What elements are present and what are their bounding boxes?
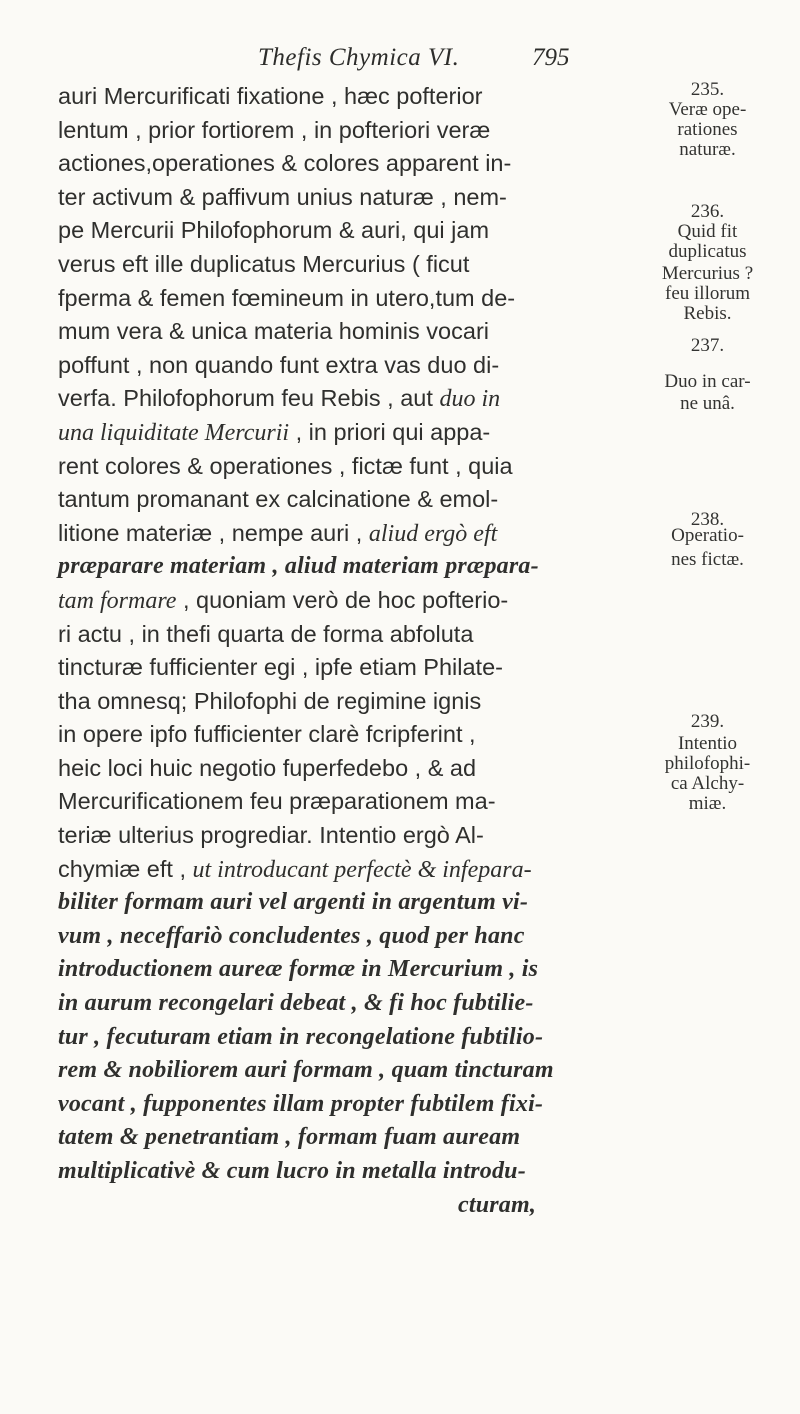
margin-note-text: miæ. — [688, 793, 727, 814]
italic-segment: aliud ergò eft — [368, 520, 498, 547]
text-line — [58, 382, 618, 416]
italic-segment: duo in — [439, 386, 501, 413]
text-line: tincturæ fufficienter egi , ipfe etiam Philate- — [58, 654, 503, 681]
margin-note-number: 236. — [690, 201, 725, 222]
margin-note-text: Operatio- — [671, 525, 744, 546]
text-segment: , quoniam verò de hoc pofterio- — [176, 586, 509, 613]
text-line: tantum promanant ex calcinatione & emol- — [58, 486, 499, 513]
page-number: 795 — [532, 44, 570, 71]
text-line: introductionem aureæ formæ in Mercurium , is — [58, 956, 539, 983]
margin-note-text: philofophi- — [664, 753, 751, 774]
margin-note-text: duplicatus — [668, 241, 747, 262]
text-segment: litione materiæ , nempe auri , — [58, 519, 369, 546]
margin-note-text: naturæ. — [679, 139, 736, 160]
margin-note-text: rationes — [677, 119, 738, 140]
text-line: Mercurificationem feu præparationem ma- — [58, 788, 496, 815]
text-line: teriæ ulterius progrediar. Intentio ergò Al- — [58, 822, 484, 849]
text-line: in aurum recongelari debeat , & fi hoc fubtilie- — [58, 990, 534, 1017]
text-line: biliter formam auri vel argenti in argentum vi- — [58, 889, 529, 916]
text-line: fperma & femen fœmineum in utero,tum de- — [58, 284, 516, 311]
margin-note-text: feu illorum — [665, 283, 750, 304]
text-line — [58, 584, 618, 618]
italic-segment: ut introducant perfectè & infepara- — [192, 856, 532, 883]
text-segment: verfa. Philofophorum feu Rebis , aut — [58, 385, 440, 412]
text-line: ri actu , in thefi quarta de forma abfoluta — [58, 620, 474, 647]
text-line: tur , fecuturam etiam in recongelatione fubtilio- — [58, 1023, 544, 1050]
text-segment: , in priori qui appa- — [289, 418, 491, 445]
margin-note-text: ne unâ. — [680, 393, 735, 414]
text-line: cturam, — [458, 1191, 537, 1218]
margin-note-number: 239. — [690, 711, 725, 732]
margin-note-number: 238. — [690, 509, 725, 530]
text-line — [58, 517, 618, 551]
text-line: ter activum & paffivum unius naturæ , nem- — [58, 183, 507, 210]
running-head — [0, 44, 800, 78]
text-line: auri Mercurificati fixatione , hæc pofterior — [58, 83, 483, 109]
text-line — [58, 416, 618, 450]
margin-note-text: Quid fit — [677, 221, 738, 242]
main-text-column — [58, 80, 618, 1222]
running-title: Thefis Chymica VI. — [258, 44, 460, 71]
italic-segment: una liquiditate Mercurii — [58, 419, 290, 446]
text-line: poffunt , non quando funt extra vas duo di- — [58, 351, 500, 378]
margin-note-text: Intentio — [677, 733, 738, 754]
text-line: rent colores & operationes , fictæ funt , quia — [58, 452, 513, 479]
margin-note-text: nes fictæ. — [671, 549, 744, 570]
text-segment: chymiæ eft , — [58, 855, 193, 882]
text-line: heic loci huic negotio fuperfedebo , & ad — [58, 754, 477, 781]
text-line: lentum , prior fortiorem , in pofteriori veræ — [58, 116, 491, 143]
text-line: multiplicativè & cum lucro in metalla introdu- — [58, 1158, 526, 1184]
text-line: vocant , fupponentes illam propter fubtilem fixi- — [58, 1090, 544, 1117]
text-line — [58, 853, 618, 887]
text-line: mum vera & unica materia hominis vocari — [58, 318, 489, 345]
margin-note-text: Rebis. — [683, 303, 732, 324]
text-line: rem & nobiliorem auri formam , quam tincturam — [58, 1057, 554, 1084]
text-line: præparare materiam , aliud materiam præpara- — [58, 553, 539, 580]
margin-note-text: Mercurius ? — [661, 263, 754, 284]
margin-note-text: Duo in car- — [664, 371, 751, 392]
text-line: in opere ipfo fufficienter clarè fcripferint , — [58, 721, 476, 748]
text-line: vum , neceffariò concludentes , quod per hanc — [58, 922, 525, 949]
text-line: verus eft ille duplicatus Mercurius ( ficut — [58, 250, 470, 277]
text-line: pe Mercurii Philofophorum & auri, qui jam — [58, 217, 490, 244]
text-line: tha omnesq; Philofophi de regimine ignis — [58, 687, 482, 714]
italic-segment: tam formare — [58, 587, 177, 614]
text-line: tatem & penetrantiam , formam fuam auream — [58, 1124, 521, 1151]
margin-note-number: 235. — [690, 79, 725, 100]
margin-note-number: 237. — [690, 335, 725, 356]
margin-note-text: Veræ ope- — [668, 98, 747, 120]
text-line: actiones,operationes & colores apparent in- — [58, 150, 512, 177]
margin-note-text: ca Alchy- — [670, 773, 745, 794]
